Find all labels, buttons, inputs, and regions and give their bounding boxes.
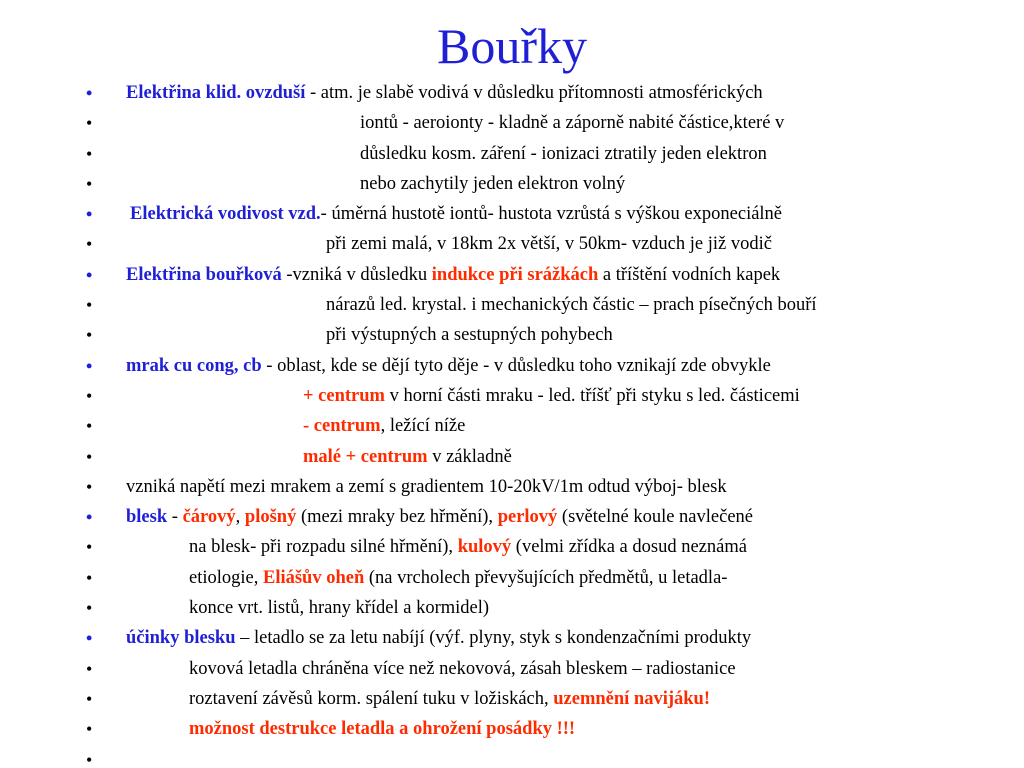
bullet-dot: • — [86, 749, 93, 768]
text-run: v horní části mraku - led. tříšť při styku s led. částicemi — [384, 385, 800, 406]
bullet-dot: • — [86, 567, 93, 588]
bullet-line — [0, 351, 1024, 381]
bullet-dot: • — [86, 173, 93, 194]
bullet-text — [189, 654, 736, 684]
bullet-dot: • — [86, 204, 93, 225]
text-run: roztavení závěsů korm. spálení tuku v ložiskách, — [189, 688, 554, 709]
text-run: - oblast, kde se dějí tyto děje - v důsledku toho vznikají zde obvykle — [261, 355, 771, 376]
bullet-line — [0, 78, 1024, 108]
text-run: - — [167, 507, 183, 528]
bullet-text — [360, 108, 784, 138]
bullet-line — [0, 593, 1024, 623]
text-run: vzniká napětí mezi mrakem a zemí s gradientem 10-20kV/1m odtud výboj- blesk — [126, 476, 727, 497]
bullet-line — [0, 199, 1024, 229]
bullet-dot: • — [86, 658, 93, 679]
bullet-text — [189, 593, 489, 623]
bullet-dot: • — [86, 598, 93, 619]
text-run: a tříštění vodních kapek — [598, 264, 781, 285]
bullet-text — [126, 351, 771, 381]
text-run: kovová letadla chráněna více než nekovová, zásah bleskem – radiostanice — [189, 658, 736, 679]
text-run: (velmi zřídka a dosud neznámá — [511, 537, 747, 558]
slide-title: Bouřky — [437, 18, 587, 74]
bullet-text — [326, 320, 613, 350]
bullet-line — [0, 381, 1024, 411]
bullet-text — [126, 502, 753, 532]
bullet-dot: • — [86, 476, 93, 497]
highlight-term: možnost destrukce letadla a ohrožení posádky !!! — [189, 719, 576, 740]
bullet-line — [0, 260, 1024, 290]
bullet-line — [0, 108, 1024, 138]
bullet-dot: • — [86, 113, 93, 134]
bullet-text — [326, 229, 772, 259]
highlight-term: Eliášův oheň — [262, 567, 365, 588]
bullet-text — [189, 532, 747, 562]
bullet-dot: • — [86, 355, 93, 376]
bullet-dot: • — [86, 507, 93, 528]
heading-term: Elektřina klid. ovzduší — [126, 83, 306, 103]
highlight-term: plošný — [244, 507, 297, 528]
bullet-line — [0, 623, 1024, 653]
bullet-line — [0, 502, 1024, 532]
bullet-text — [189, 563, 727, 593]
text-run: -vzniká v důsledku — [281, 264, 432, 285]
bullet-text — [126, 472, 727, 502]
heading-term: mrak cu cong, cb — [126, 355, 262, 376]
text-run: etiologie, — [189, 567, 263, 588]
bullet-line — [0, 532, 1024, 562]
heading-term: účinky blesku — [126, 628, 236, 649]
bullet-text — [126, 623, 751, 653]
bullet-dot: • — [86, 537, 93, 558]
text-run: , — [235, 507, 245, 528]
text-run: důsledku kosm. záření - ionizaci ztratily jeden elektron — [360, 143, 767, 164]
bullet-line — [0, 290, 1024, 320]
highlight-term: kulový — [457, 537, 512, 558]
bullet-line — [0, 745, 1024, 768]
highlight-term: indukce při srážkách — [431, 264, 599, 285]
bullet-text — [360, 169, 625, 199]
text-run: - atm. je slabě vodivá v důsledku přítomnosti atmosférických — [305, 83, 763, 103]
text-run: při výstupných a sestupných pohybech — [326, 325, 613, 346]
text-run: (na vrcholech převyšujících předmětů, u letadla- — [364, 567, 728, 588]
bullet-line — [0, 320, 1024, 350]
bullet-line — [0, 563, 1024, 593]
bullet-dot: • — [86, 83, 93, 103]
bullet-text — [130, 199, 782, 229]
text-run: , ležící níže — [380, 416, 466, 437]
bullet-text — [303, 411, 465, 441]
bullet-dot: • — [86, 325, 93, 346]
bullet-text — [303, 381, 800, 411]
text-run: nebo zachytily jeden elektron volný — [360, 173, 626, 194]
text-run: (světelné koule navlečené — [557, 507, 753, 528]
bullet-dot: • — [86, 688, 93, 709]
bullet-text — [126, 78, 763, 108]
bullet-dot: • — [86, 234, 93, 255]
bullet-list — [0, 78, 1024, 768]
heading-term: Elektrická vodivost vzd. — [130, 204, 321, 225]
heading-term: Elektřina bouřková — [126, 264, 282, 285]
bullet-line — [0, 169, 1024, 199]
text-run: – letadlo se za letu nabíjí (výf. plyny, styk s kondenzačními produkty — [235, 628, 752, 649]
bullet-text — [360, 139, 767, 169]
highlight-term: - centrum — [303, 416, 381, 437]
bullet-line — [0, 472, 1024, 502]
bullet-text — [126, 260, 780, 290]
text-run: na blesk- při rozpadu silné hřmění), — [189, 537, 458, 558]
highlight-term: malé + centrum — [303, 446, 428, 467]
bullet-dot: • — [86, 295, 93, 316]
bullet-dot: • — [86, 143, 93, 164]
highlight-term: čárový — [182, 507, 236, 528]
bullet-dot: • — [86, 628, 93, 649]
bullet-text — [326, 290, 817, 320]
bullet-line — [0, 684, 1024, 714]
bullet-line — [0, 442, 1024, 472]
bullet-dot: • — [86, 385, 93, 406]
heading-term: blesk — [126, 507, 168, 528]
bullet-text — [189, 684, 710, 714]
bullet-dot: • — [86, 719, 93, 740]
bullet-line — [0, 229, 1024, 259]
highlight-term: uzemnění navijáku! — [553, 688, 711, 709]
text-run: iontů - aeroionty - kladně a záporně nabité částice,které v — [360, 113, 785, 134]
bullet-line — [0, 654, 1024, 684]
bullet-line — [0, 714, 1024, 744]
highlight-term: perlový — [497, 507, 558, 528]
text-run: (mezi mraky bez hřmění), — [296, 507, 498, 528]
text-run: nárazů led. krystal. i mechanických částic – prach písečných bouří — [326, 295, 817, 316]
bullet-line — [0, 139, 1024, 169]
text-run: při zemi malá, v 18km 2x větší, v 50km- vzduch je již vodič — [326, 234, 772, 255]
bullet-dot: • — [86, 416, 93, 437]
bullet-line — [0, 411, 1024, 441]
text-run: v základně — [427, 446, 512, 467]
bullet-text — [189, 714, 575, 744]
text-run: konce vrt. listů, hrany křídel a kormidel) — [189, 598, 490, 619]
bullet-dot: • — [86, 264, 93, 285]
bullet-dot: • — [86, 446, 93, 467]
highlight-term: + centrum — [303, 385, 385, 406]
bullet-text — [303, 442, 512, 472]
text-run: - úměrná hustotě iontů- hustota vzrůstá s výškou exponeciálně — [320, 204, 783, 225]
